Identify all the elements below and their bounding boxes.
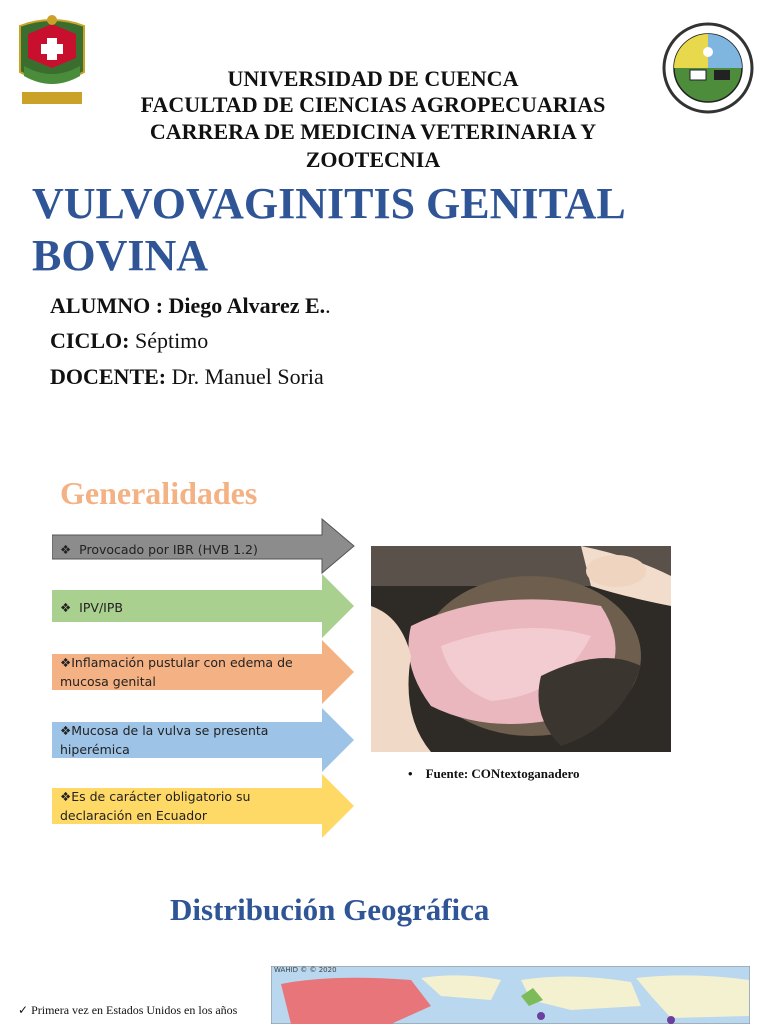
teacher-label: DOCENTE: [50, 364, 167, 389]
diamond-bullet-icon: ❖ [60, 600, 72, 615]
generalidades-item [52, 574, 356, 638]
diamond-bullet-icon: ❖ [60, 542, 72, 557]
generalidades-item-text [60, 787, 318, 825]
diamond-bullet-icon: ❖ [60, 789, 72, 804]
generalidades-item-label: Inflamación pustular con edema de mucosa genital [60, 655, 293, 689]
faculty-name: FACULTAD DE CIENCIAS AGROPECUARIAS [140, 92, 606, 117]
teacher-line [50, 364, 324, 390]
cycle-line [50, 328, 208, 354]
generalidades-item [52, 518, 356, 582]
generalidades-item-text [60, 598, 318, 617]
generalidades-item [52, 708, 356, 772]
distribucion-item-text: Primera vez en Estados Unidos en los años [31, 1003, 238, 1017]
diamond-bullet-icon: ❖ [60, 655, 72, 670]
generalidades-item-label: Mucosa de la vulva se presenta hiperémica [60, 723, 269, 757]
generalidades-item-text [60, 721, 318, 759]
generalidades-heading: Generalidades [60, 475, 258, 511]
student-label: ALUMNO : Diego Alvarez E. [50, 293, 326, 318]
world-map-image [271, 966, 750, 1024]
student-line [50, 293, 331, 319]
generalidades-item-text [60, 653, 318, 691]
cycle-value: Séptimo [129, 328, 209, 353]
bovine-vulva-photo [371, 546, 671, 752]
faculty-seal-icon [660, 22, 756, 114]
cycle-label: CICLO: [50, 328, 130, 353]
generalidades-item [52, 774, 356, 838]
page-title: VULVOVAGINITIS GENITAL BOVINA [32, 179, 624, 280]
career-name-line2: ZOOTECNIA [305, 147, 441, 172]
generalidades-item-label: Es de carácter obligatorio su declaración en Ecuador [60, 789, 251, 823]
distribucion-heading: Distribución Geográfica [170, 892, 490, 927]
university-name: UNIVERSIDAD DE CUENCA [227, 66, 519, 91]
university-shield-icon [14, 12, 90, 110]
source-caption [408, 766, 580, 782]
generalidades-item-label: IPV/IPB [79, 600, 123, 615]
diamond-bullet-icon: ❖ [60, 723, 72, 738]
student-suffix: . [325, 293, 331, 318]
checkmark-icon: ✓ [18, 1003, 29, 1017]
map-caption: WAHID © © 2020 [274, 966, 337, 974]
source-bullet: • [408, 766, 413, 781]
generalidades-item [52, 640, 356, 704]
generalidades-item-text [60, 540, 318, 559]
distribucion-item [18, 1003, 237, 1018]
source-text: Fuente: CONtextoganadero [425, 766, 580, 781]
career-name-line1: CARRERA DE MEDICINA VETERINARIA Y [149, 119, 597, 144]
teacher-value: Dr. Manuel Soria [166, 364, 324, 389]
generalidades-item-label: Provocado por IBR (HVB 1.2) [79, 542, 258, 557]
